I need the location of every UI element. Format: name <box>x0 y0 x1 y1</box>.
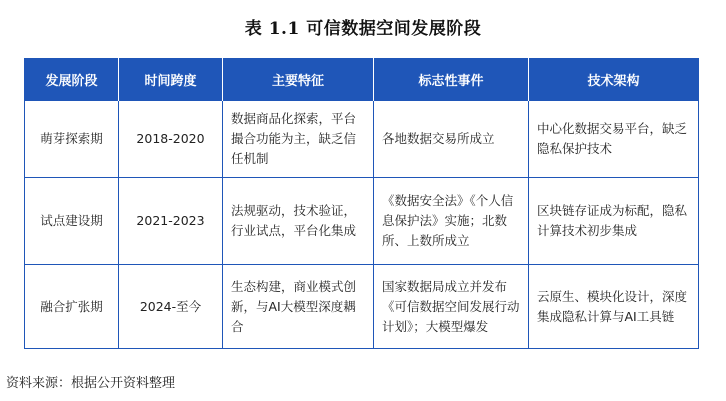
cell-stage: 试点建设期 <box>25 178 119 265</box>
table-row <box>25 101 699 178</box>
header-period: 时间跨度 <box>119 59 223 101</box>
cell-period: 2021-2023 <box>119 178 223 265</box>
header-events: 标志性事件 <box>374 59 529 101</box>
cell-stage: 萌芽探索期 <box>25 101 119 178</box>
cell-features: 生态构建，商业模式创新，与AI大模型深度耦合 <box>223 265 374 349</box>
header-stage: 发展阶段 <box>25 59 119 101</box>
cell-period: 2024-至今 <box>119 265 223 349</box>
header-architecture: 技术架构 <box>529 59 699 101</box>
cell-architecture: 云原生、模块化设计，深度集成隐私计算与AI工具链 <box>529 265 699 349</box>
table-title: 表 1.1 可信数据空间发展阶段 <box>244 19 482 39</box>
cell-features: 法规驱动，技术验证，行业试点，平台化集成 <box>223 178 374 265</box>
development-stages-table <box>24 58 699 349</box>
cell-architecture: 区块链存证成为标配，隐私计算技术初步集成 <box>529 178 699 265</box>
table-row <box>25 265 699 349</box>
cell-features: 数据商品化探索，平台撮合功能为主，缺乏信任机制 <box>223 101 374 178</box>
cell-stage: 融合扩张期 <box>25 265 119 349</box>
cell-events: 《数据安全法》《个人信息保护法》实施；北数所、上数所成立 <box>374 178 529 265</box>
table-row <box>25 178 699 265</box>
cell-period: 2018-2020 <box>119 101 223 178</box>
cell-events: 国家数据局成立并发布《可信数据空间发展行动计划》；大模型爆发 <box>374 265 529 349</box>
source-note: 资料来源：根据公开资料整理 <box>6 376 176 391</box>
header-features: 主要特征 <box>223 59 374 101</box>
cell-architecture: 中心化数据交易平台，缺乏隐私保护技术 <box>529 101 699 178</box>
table-header-row <box>25 59 699 101</box>
cell-events: 各地数据交易所成立 <box>374 101 529 178</box>
